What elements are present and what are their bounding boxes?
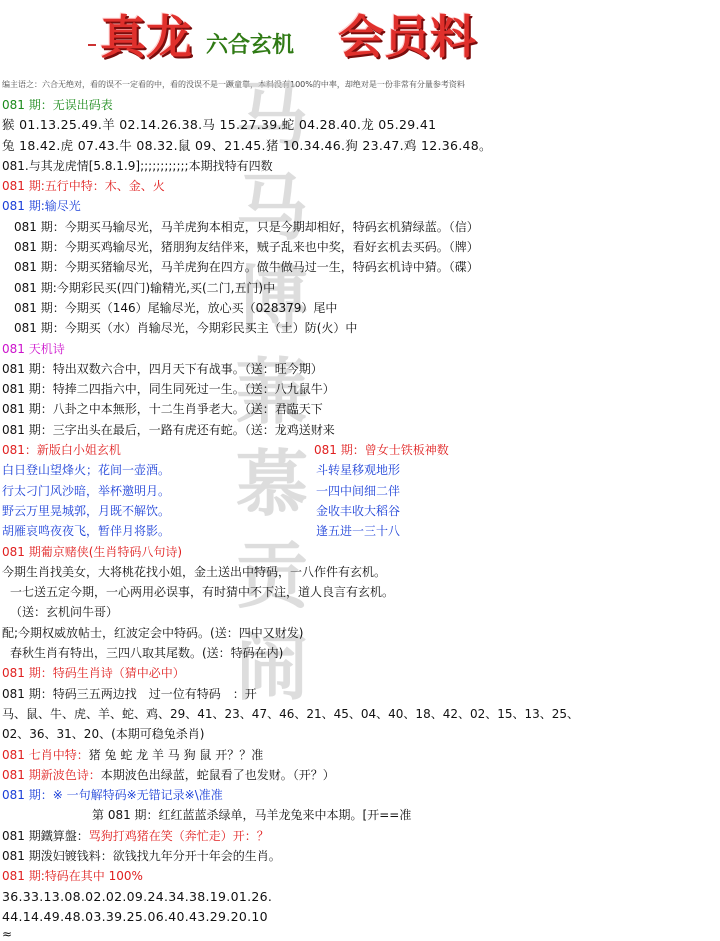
line-label: 081 七肖中特： [2, 747, 89, 762]
title-mid: 六合玄机 [206, 32, 295, 58]
text-line: 081 期：三字出头在最后，一路有虎还有蛇。（送：龙鸡送财来 [2, 422, 335, 437]
content [2, 95, 718, 941]
section-title-left: 081：新版白小姐玄机 [2, 443, 121, 458]
title-part1: 真龙 [100, 10, 192, 64]
poem-line: 白日登山望烽火；花间一壶酒。 [2, 463, 171, 478]
text-line: 春秋生肖有特出，三四八取其尾数。(送：特码在内) [10, 646, 284, 661]
poem-line: 金收丰收大稻谷 [316, 503, 401, 518]
text-line: 081 期：特码三五两边找 过一位有特码 ：开 [2, 686, 257, 701]
number-line: 36.33.13.08.02.02.09.24.34.38.19.01.26. [2, 888, 273, 904]
line-label: 081 期： [2, 788, 53, 803]
section-title: 081 期:五行中特：木、金、火 [2, 179, 165, 194]
zodiac-numbers-row: 猴 01.13.25.49.羊 02.14.26.38.马 15.27.39.蛇 04.28.40.龙 05.29.41 [2, 117, 437, 133]
text-line: 今期生肖找美女，大将桃花找小姐，金土送出中特码，一八作件有玄机。 [2, 564, 387, 579]
text-line: 081.与其龙虎情[5.8.1.9];;;;;;;;;;;;本期找特有四数 [2, 158, 273, 173]
text-line: 081 期：今期买猪输尽光，马羊虎狗在四方。做牛做马过一生，特码玄机诗中猜。（碟） [14, 260, 479, 275]
disclaimer: 编主语之：六合无绝对，看的误不一定看的中，看的没误不是一蹶童靠，本料没有100%的中率，却绝对是一份非常有分量参考资料 [2, 80, 465, 89]
text-line: （送：玄机问牛哥） [10, 605, 119, 620]
section-title: 081 期：特码生肖诗（猜中必中） [2, 666, 185, 681]
text-line: 081 期：今期买（146）尾输尽光，放心买（028379）尾中 [14, 300, 338, 315]
section-title-right: 081 期：曾女士铁板神数 [314, 443, 449, 458]
watermark-char: 马 [235, 165, 308, 250]
one-phrase-line [2, 785, 718, 805]
text-line: 081 期:今期彩民买(四门)输精光,买(二门,五门)中 [14, 280, 276, 295]
text-line: 一七送五定今期，一心两用必误事，有时猜中不下注，道人良言有玄机。 [10, 585, 395, 600]
wave-color-line [2, 765, 718, 785]
line-value: 本期波色出绿蓝，蛇鼠看了也发财。（开？） [100, 767, 335, 782]
section-title: 081 天机诗 [2, 341, 65, 356]
text-line: 第 081 期：红红蓝蓝杀绿单，马羊龙兔来中本期。[开==准 [92, 808, 412, 823]
line-label: 081 期新波色诗： [2, 767, 101, 782]
section-subtitle: 081 期:输尽光 [2, 199, 81, 214]
text-line: 081 期：今期买马输尽光，马羊虎狗本相克，只是今期却相好，特码玄机猜绿蓝。（信） [14, 219, 479, 234]
seven-zodiac-line [2, 745, 718, 765]
poem-line: 行太刁门风沙暗，举杯邀明月。 [2, 483, 171, 498]
text-line: 02、36、31、20、(本期可稳兔杀肖) [2, 727, 205, 742]
watermark-char: 博 [235, 257, 308, 342]
text-line: 081 期泼妇镀钱料：欲钱找九年分开十年会的生肖。 [2, 848, 281, 863]
two-column-title-row [2, 440, 718, 460]
watermark-char: 贡 [235, 533, 308, 618]
section-title: 081 期葡京赌侠(生肖特码八句诗) [2, 544, 183, 559]
poem-line: 胡雁哀鸣夜夜飞，暂伴月将影。 [2, 524, 171, 539]
line-value: 骂狗打鸡猪在笑（奔忙走）开：？ [88, 828, 269, 843]
two-column-row [2, 521, 718, 541]
two-column-row [2, 460, 718, 480]
text-line: ≈ [2, 927, 13, 941]
banner-dash [88, 44, 96, 46]
number-line: 44.14.49.48.03.39.25.06.40.43.29.20.10 [2, 908, 268, 924]
watermark-char: 闹 [235, 625, 308, 710]
text-line: 081 期：今期买鸡输尽光，猪朋狗友结伴来，贼子乱来也中奖，看好玄机去买码。（牌） [14, 240, 479, 255]
two-column-row [2, 481, 718, 501]
line-label: 081 期鐵算盤： [2, 828, 89, 843]
header-banner [0, 6, 720, 68]
text-line: 081 期：今期买（水）肖输尽光，今期彩民买主（土）防(火）中 [14, 321, 358, 336]
title-part3: 会员料 [338, 10, 476, 64]
section-title: 081 期:特码在其中 100% [2, 869, 143, 884]
section-title: 081 期：无误出码表 [2, 98, 113, 112]
two-column-row [2, 501, 718, 521]
text-line: 马、鼠、牛、虎、羊、蛇、鸡、29、41、23、47、46、21、45、04、40、18、42、02、15、13、25、 [2, 706, 580, 721]
text-line: 配;今期权威放帖士，红波定会中特码。(送：四中又财发) [2, 625, 304, 640]
text-line: 081 期：特捧二四指六中，同生同死过一生。（送：八九鼠牛） [2, 382, 335, 397]
watermark-char: 蒹 [235, 349, 308, 434]
line-value: ※ 一句解特码※无错记录※\准准 [52, 788, 223, 803]
poem-line: 一四中间细二伴 [316, 483, 401, 498]
watermark-char: 马 [235, 73, 308, 158]
text-line: 081 期：八卦之中本無形，十二生肖爭老大。（送：君臨天下 [2, 402, 323, 417]
text-line: 081 期：特出双数六合中，四月天下有战事。（送：旺今期） [2, 361, 323, 376]
line-value: 猪 兔 蛇 龙 羊 马 狗 鼠 开？？准 [88, 747, 264, 762]
poem-line: 逢五进一三十八 [316, 524, 401, 539]
watermark-char: 慕 [235, 441, 308, 526]
poem-line: 野云万里晃城郭，月既不解饮。 [2, 503, 171, 518]
poem-line: 斗转星移观地形 [316, 463, 401, 478]
abacus-line [2, 826, 718, 846]
zodiac-numbers-row: 兔 18.42.虎 07.43.牛 08.32.鼠 09、21.45.猪 10.34.46.狗 23.47.鸡 12.36.48。 [2, 137, 492, 153]
